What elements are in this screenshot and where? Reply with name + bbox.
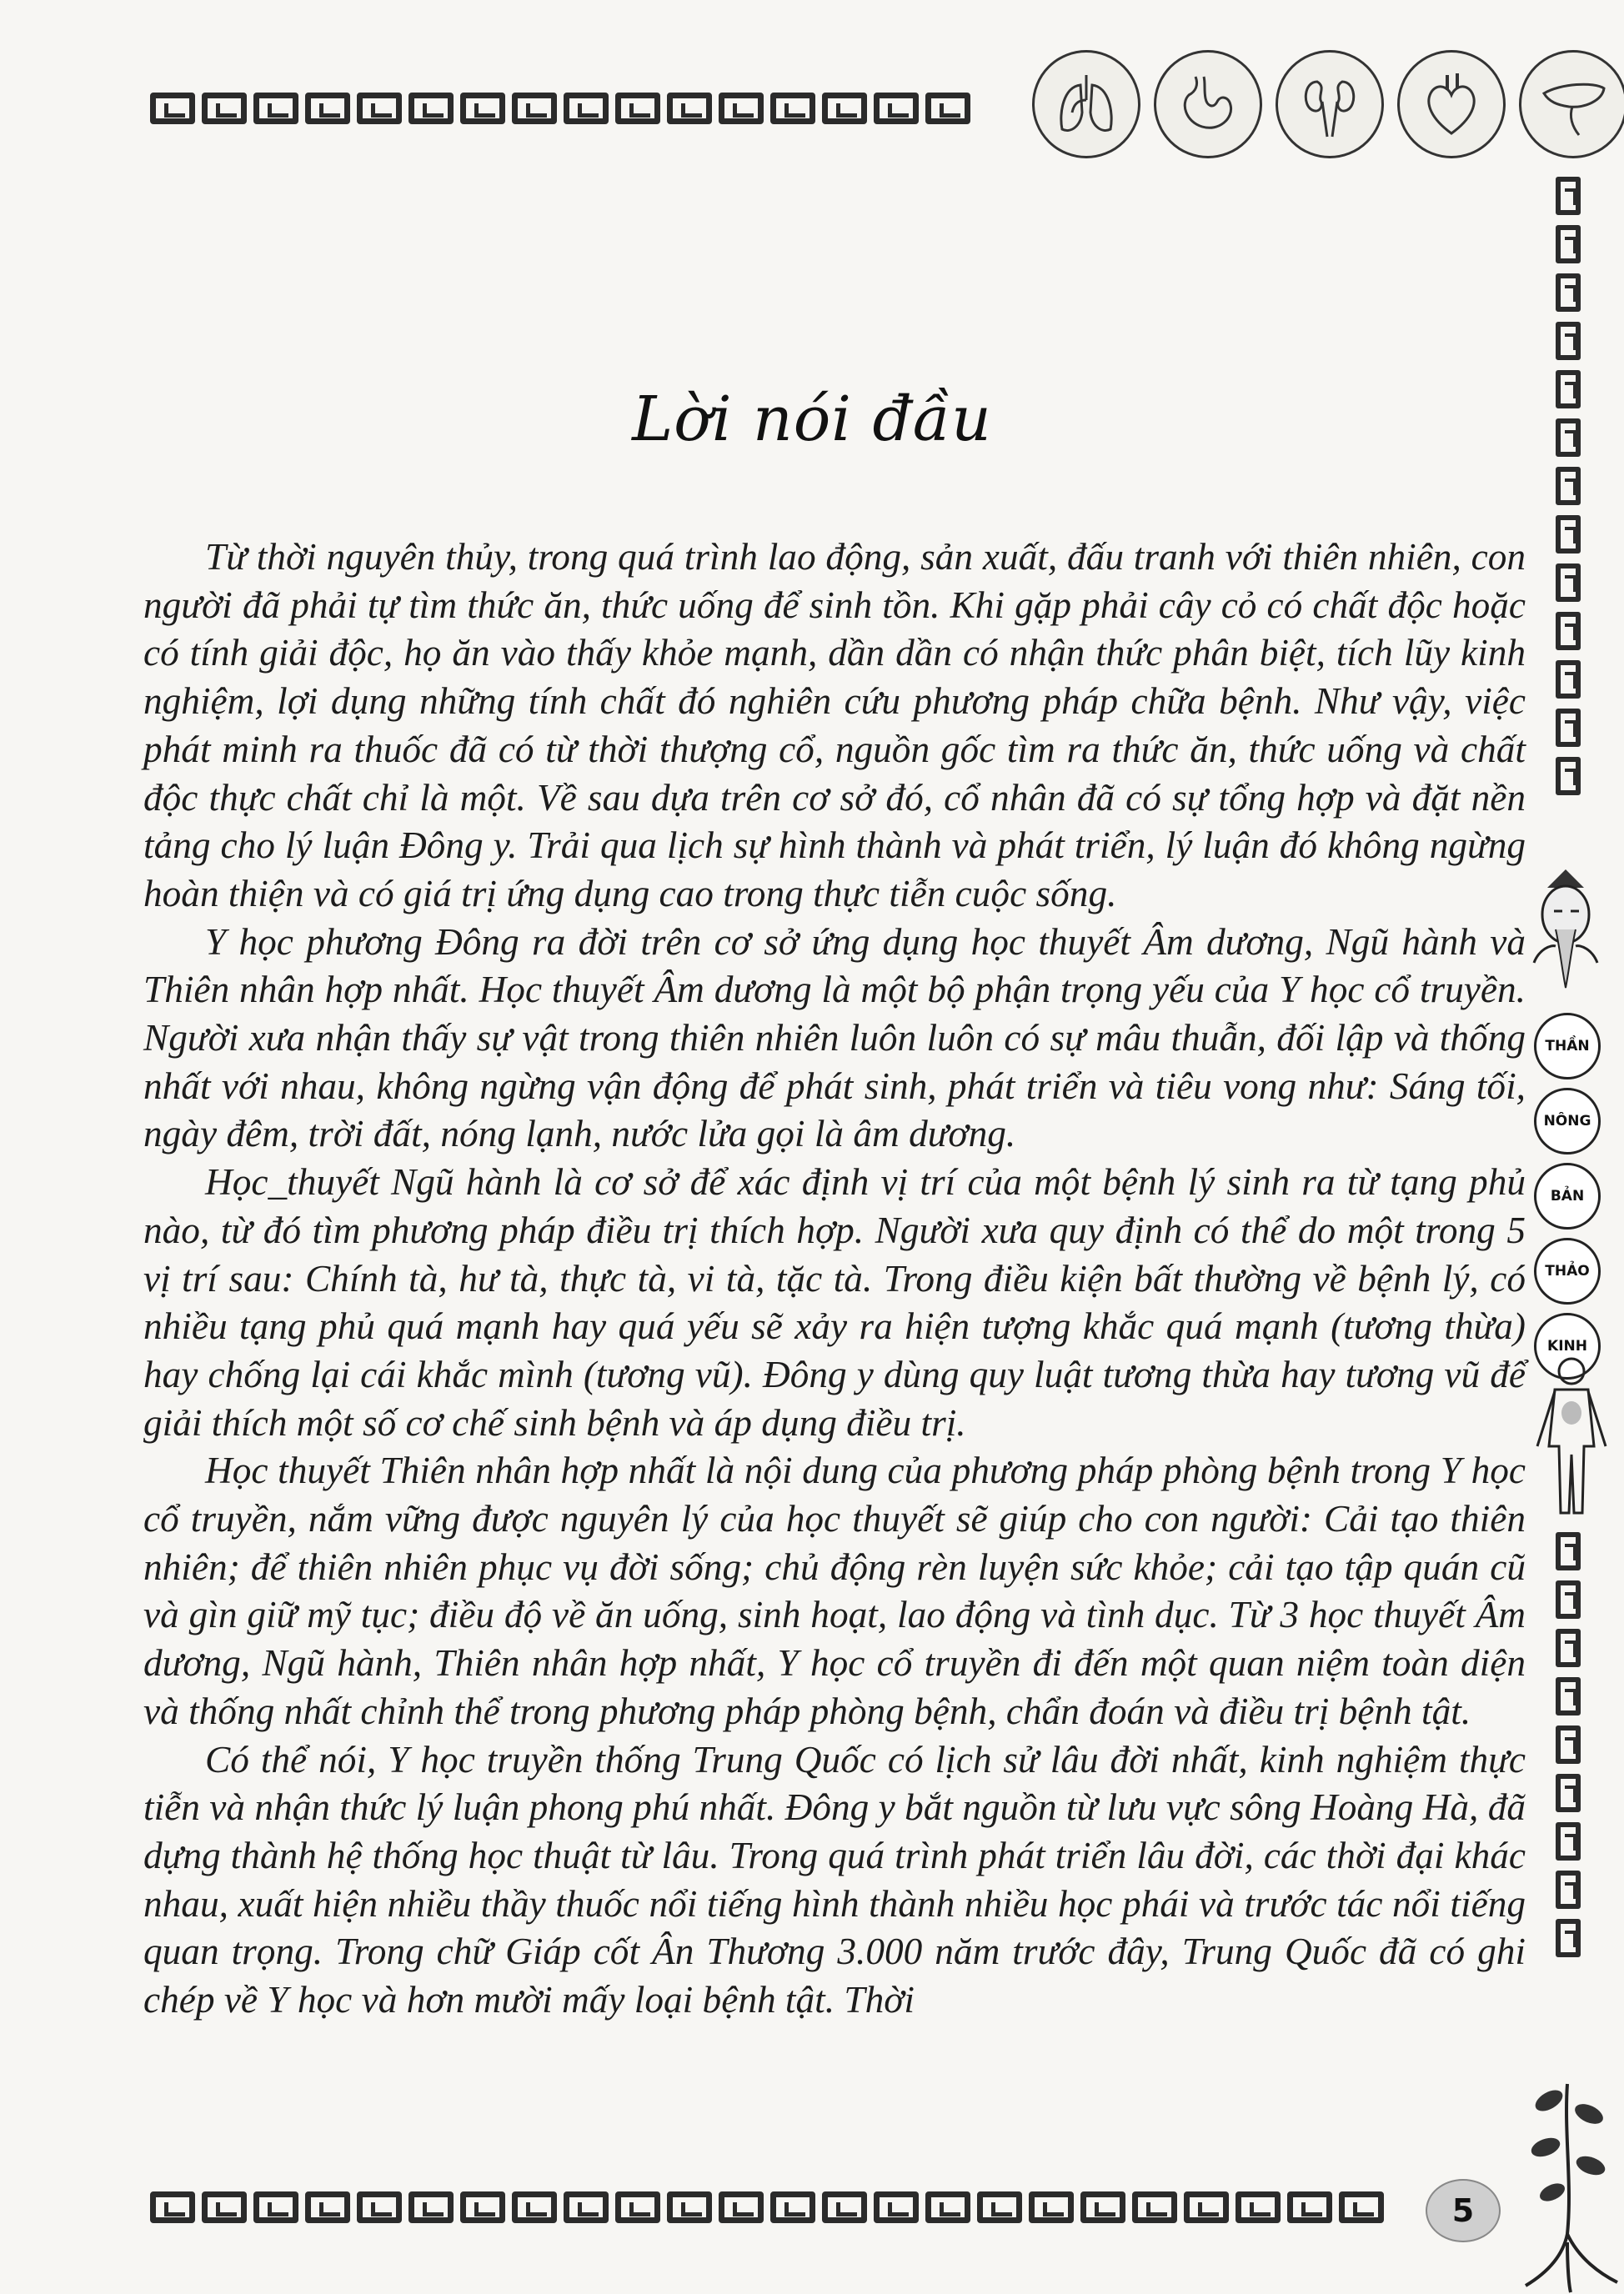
fret-pattern	[357, 2191, 402, 2223]
fret-pattern	[512, 93, 557, 124]
fret-pattern	[925, 93, 970, 124]
scholar-portrait-icon	[1522, 863, 1610, 1000]
side-badge: BẢN	[1534, 1163, 1601, 1230]
fret-pattern	[667, 2191, 712, 2223]
fret-pattern	[1556, 1677, 1581, 1715]
fret-pattern	[1556, 757, 1581, 795]
lungs-icon	[1032, 50, 1140, 158]
fret-pattern	[409, 2191, 454, 2223]
fret-pattern	[1556, 177, 1581, 215]
fret-pattern	[202, 93, 247, 124]
paragraph: Có thể nói, Y học truyền thống Trung Quốc có lịch sử lâu đời nhất, kinh nghiệm thực tiễn và nhận thức lý luận phong phú nhất. Đông y bắt nguồn từ lưu vực sông Hoàng Hà, đã dựng thành hệ thống học thuật từ lâu. Trong quá trình phát triển lâu đời, các thời đại khác nhau, xuất hiện nhiều thầy thuốc nổi tiếng hình thành nhiều học phái và trước tác nổi tiếng quan trọng. Trong chữ Giáp cốt Ân Thương 3.000 năm trước đây, Trung Quốc đã có ghi chép về Y học và hơn mười mấy loại bệnh tật. Thời	[143, 1738, 1526, 2021]
fret-pattern	[150, 2191, 195, 2223]
fret-pattern	[770, 2191, 815, 2223]
fret-pattern	[1556, 563, 1581, 602]
fret-pattern	[1556, 322, 1581, 360]
side-badge: THẢO	[1534, 1238, 1601, 1305]
fret-pattern	[822, 2191, 867, 2223]
fret-pattern	[202, 2191, 247, 2223]
top-fret-border	[150, 90, 992, 127]
fret-pattern	[1080, 2191, 1125, 2223]
fret-pattern	[564, 93, 609, 124]
fret-pattern	[770, 93, 815, 124]
fret-pattern	[512, 2191, 557, 2223]
side-badge: THẦN	[1534, 1013, 1601, 1079]
fret-pattern	[1556, 1532, 1581, 1570]
page-title: Lời nói đầu	[632, 383, 992, 455]
fret-pattern	[874, 2191, 919, 2223]
fret-pattern	[1236, 2191, 1281, 2223]
fret-pattern	[719, 93, 764, 124]
fret-pattern	[1556, 1580, 1581, 1619]
fret-pattern	[1132, 2191, 1177, 2223]
fret-pattern	[150, 93, 195, 124]
side-badge: KINH	[1534, 1313, 1601, 1380]
side-badge: NÔNG	[1534, 1088, 1601, 1155]
organ-medallions	[1032, 50, 1624, 158]
fret-pattern	[564, 2191, 609, 2223]
fret-pattern	[1556, 709, 1581, 747]
fret-pattern	[460, 2191, 505, 2223]
fret-pattern	[1556, 1629, 1581, 1667]
fret-pattern	[1556, 467, 1581, 505]
fret-pattern	[305, 2191, 350, 2223]
right-fret-border-lower	[1556, 1532, 1581, 1957]
paragraph: Y học phương Đông ra đời trên cơ sở ứng dụng học thuyết Âm dương, Ngũ hành và Thiên nhân hợp nhất. Học thuyết Âm dương là một bộ phận trọng yếu của Y học cổ truyền. Người xưa nhận thấy sự vật trong thiên nhiên luôn luôn có sự mâu thuẫn, đối lập và thống nhất với nhau, không ngừng vận động để phát sinh, phát triển và tiêu vong như: Sáng tối, ngày đêm, trời đất, nóng lạnh, nước lửa gọi là âm dương.	[143, 920, 1526, 1155]
fret-pattern	[460, 93, 505, 124]
fret-pattern	[977, 2191, 1022, 2223]
herb-root-icon	[1509, 2067, 1624, 2294]
fret-pattern	[1556, 612, 1581, 650]
page-number: 5	[1426, 2179, 1501, 2242]
fret-pattern	[1339, 2191, 1384, 2223]
heart-icon	[1397, 50, 1506, 158]
fret-pattern	[1556, 225, 1581, 263]
fret-pattern	[667, 93, 712, 124]
fret-pattern	[1287, 2191, 1332, 2223]
paragraph: Học thuyết Thiên nhân hợp nhất là nội dung của phương pháp phòng bệnh trong Y học cổ truyền, nắm vững được nguyên lý của học thuyết sẽ giúp cho con người: Cải tạo thiên nhiên; để thiên nhiên phục vụ đời sống; chủ động rèn luyện sức khỏe; cải tạo tập quán cũ và gìn giữ mỹ tục; điều độ về ăn uống, sinh hoạt, lao động và tình dục. Từ 3 học thuyết Âm dương, Ngũ hành, Thiên nhân hợp nhất, Y học cổ truyền đi đến một quan niệm toàn diện và thống nhất chỉnh thể trong phương pháp phòng bệnh, chẩn đoán và điều trị bệnh tật.	[143, 1450, 1526, 1732]
fret-pattern	[719, 2191, 764, 2223]
fret-pattern	[874, 93, 919, 124]
side-badges	[1534, 1013, 1601, 1380]
right-fret-border-upper	[1556, 177, 1581, 795]
bottom-fret-border	[150, 2189, 1417, 2226]
stomach-icon	[1154, 50, 1262, 158]
fret-pattern	[253, 2191, 298, 2223]
fret-pattern	[253, 93, 298, 124]
fret-pattern	[1556, 1871, 1581, 1909]
fret-pattern	[1029, 2191, 1074, 2223]
fret-pattern	[615, 2191, 660, 2223]
fret-pattern	[1556, 1774, 1581, 1812]
fret-pattern	[1556, 1919, 1581, 1957]
human-anatomy-icon	[1526, 1355, 1617, 1517]
fret-pattern	[1556, 1726, 1581, 1764]
fret-pattern	[1556, 660, 1581, 699]
fret-pattern	[925, 2191, 970, 2223]
body-text	[143, 533, 1526, 2025]
fret-pattern	[1556, 515, 1581, 553]
paragraph: Từ thời nguyên thủy, trong quá trình lao động, sản xuất, đấu tranh với thiên nhiên, con người đã phải tự tìm thức ăn, thức uống để sinh tồn. Khi gặp phải cây cỏ có chất độc hoặc có tính giải độc, họ ăn vào thấy khỏe mạnh, dần dần có nhận thức phân biệt, tích lũy kinh nghiệm, lợi dụng những tính chất đó nghiên cứu phương pháp chữa bệnh. Như vậy, việc phát minh ra thuốc đã có từ thời thượng cổ, nguồn gốc tìm ra thức ăn, thức uống và chất độc thực chất chỉ là một. Về sau dựa trên cơ sở đó, cổ nhân đã có sự tổng hợp và đặt nền tảng cho lý luận Đông y. Trải qua lịch sự hình thành và phát triển, lý luận đó không ngừng hoàn thiện và có giá trị ứng dụng cao trong thực tiễn cuộc sống.	[143, 536, 1526, 914]
fret-pattern	[1556, 273, 1581, 312]
fret-pattern	[615, 93, 660, 124]
fret-pattern	[409, 93, 454, 124]
kidneys-icon	[1276, 50, 1384, 158]
liver-icon	[1519, 50, 1624, 158]
fret-pattern	[822, 93, 867, 124]
fret-pattern	[1184, 2191, 1229, 2223]
fret-pattern	[357, 93, 402, 124]
fret-pattern	[305, 93, 350, 124]
fret-pattern	[1556, 1822, 1581, 1861]
paragraph: Học_thuyết Ngũ hành là cơ sở để xác định vị trí của một bệnh lý sinh ra từ tạng phủ nào, từ đó tìm phương pháp điều trị thích hợp. Người xưa quy định có thể do một trong 5 vị trí sau: Chính tà, hư tà, thực tà, vi tà, tặc tà. Trong điều kiện bất thường về bệnh lý, có nhiều tạng phủ quá mạnh hay quá yếu sẽ xảy ra hiện tượng khắc quá mạnh (tương thừa) hay chống lại cái khắc mình (tương vũ). Đông y dùng quy luật tương thừa hay tương vũ để giải thích một số cơ chế sinh bệnh và áp dụng điều trị.	[143, 1161, 1526, 1444]
